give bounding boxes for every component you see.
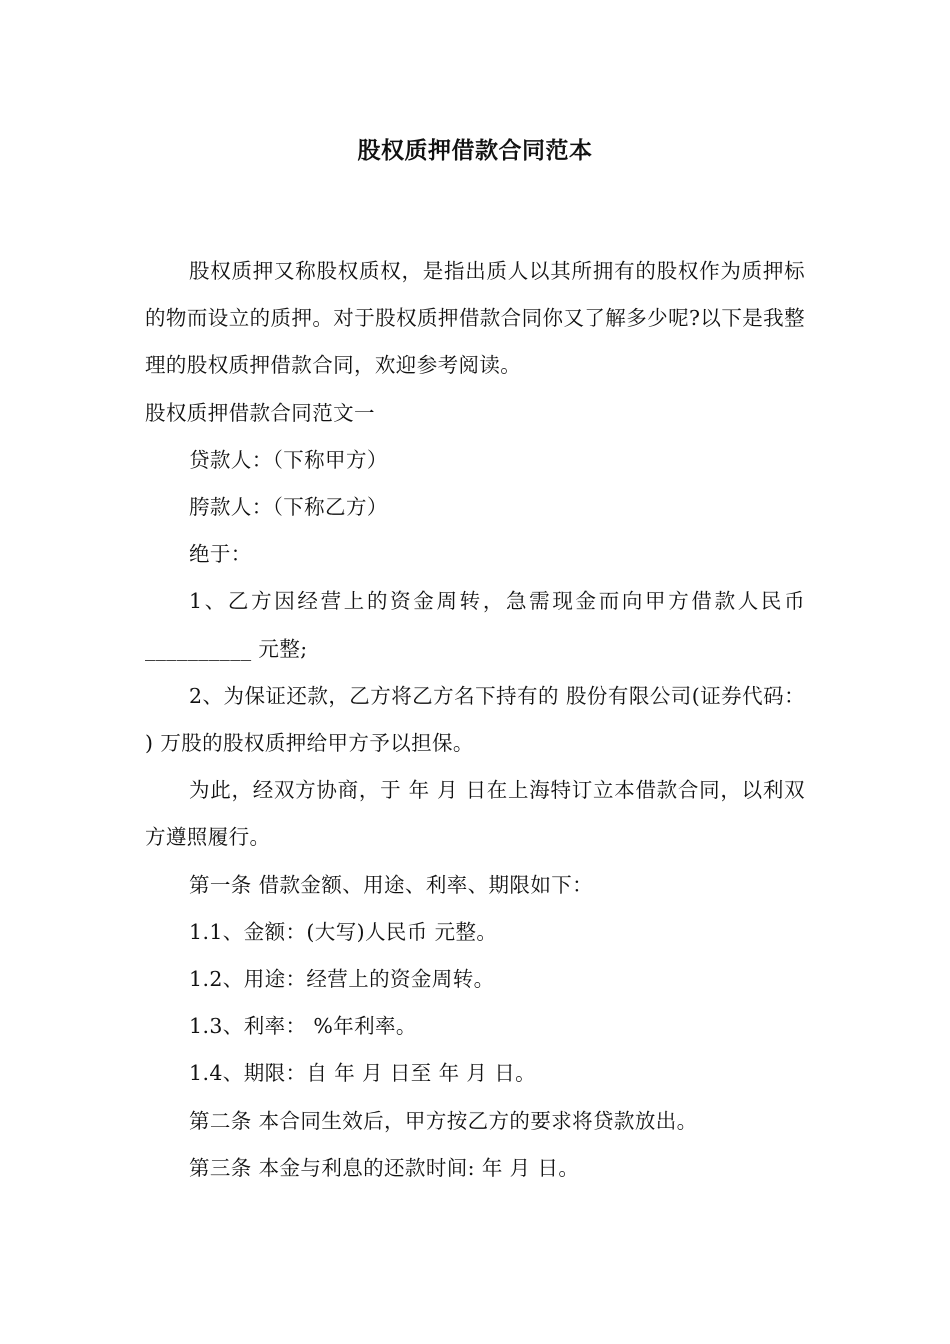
article-1-amount: 1.1、金额：(大写)人民币 元整。 — [189, 919, 498, 944]
intro-paragraph: 股权质押又称股权质权，是指出质人以其所拥有的股权作为质押标的物而设立的质押。对于股权质押借款合同你又了解多少呢?以下是我整理的股权质押借款合同，欢迎参考阅读。 — [145, 259, 805, 378]
clause-2: 2、为保证还款，乙方将乙方名下持有的 股份有限公司(证券代码： ) 万股的股权质押给甲方予以担保。 — [145, 683, 805, 756]
article-3: 第三条 本金与利息的还款时间: 年 月 日。 — [189, 1155, 580, 1180]
document-body — [145, 248, 805, 1192]
article-2: 第二条 本合同生效后，甲方按乙方的要求将贷款放出。 — [189, 1108, 698, 1133]
article-1-purpose: 1.2、用途：经营上的资金周转。 — [189, 967, 495, 992]
borrower-line: 胯款人：（下称乙方） — [189, 495, 388, 520]
article-1-term: 1.4、期限：自 年 月 日至 年 月 日。 — [189, 1061, 536, 1086]
article-1-rate: 1.3、利率： %年利率。 — [189, 1014, 417, 1039]
agreement-paragraph: 为此，经双方协商，于 年 月 日在上海特订立本借款合同，以利双方遵照履行。 — [145, 778, 805, 850]
document-title: 股权质押借款合同范本 — [357, 138, 593, 164]
lender-line: 贷款人：（下称甲方） — [189, 447, 388, 472]
whereas-line: 绝于： — [189, 542, 252, 567]
section-heading: 股权质押借款合同范文一 — [145, 400, 375, 425]
article-1-heading: 第一条 借款金额、用途、利率、期限如下： — [189, 872, 594, 897]
clause-1: 1、乙方因经营上的资金周转，急需现金而向甲方借款人民币__________ 元整; — [145, 589, 805, 661]
